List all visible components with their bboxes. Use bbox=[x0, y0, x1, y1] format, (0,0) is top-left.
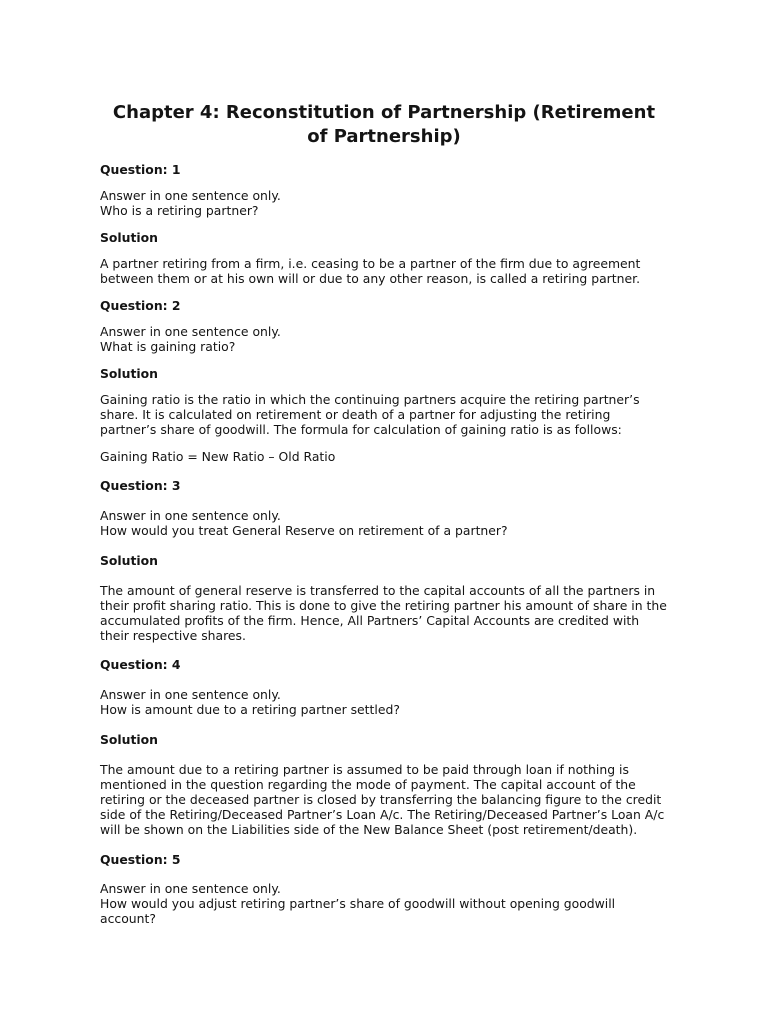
question-heading: Question: 3 bbox=[100, 478, 181, 494]
solution-line: their profit sharing ratio. This is done to give the retiring partner his amount of share in the bbox=[100, 597, 667, 613]
solution-line: side of the Retiring/Deceased Partner’s Loan A/c. The Retiring/Deceased Partner’s Loan A/c bbox=[100, 806, 665, 822]
question-prompt-line: How is amount due to a retiring partner settled? bbox=[100, 702, 400, 718]
question-answer-list bbox=[100, 162, 740, 927]
formula-line: Gaining Ratio = New Ratio – Old Ratio bbox=[100, 448, 336, 464]
question-prompt-line: What is gaining ratio? bbox=[100, 339, 236, 354]
solution-line: The amount due to a retiring partner is assumed to be paid through loan if nothing is bbox=[100, 761, 629, 777]
question-prompt bbox=[100, 881, 740, 926]
solution-line: partner’s share of goodwill. The formula for calculation of gaining ratio is as follows: bbox=[100, 422, 622, 437]
solution-line: retiring or the deceased partner is closed by transferring the balancing figure to the credit bbox=[100, 791, 662, 807]
solution-paragraph bbox=[100, 762, 740, 837]
page-title-line: of Partnership) bbox=[307, 126, 461, 147]
solution-paragraph bbox=[100, 392, 740, 437]
question-prompt-line: Answer in one sentence only. bbox=[100, 324, 281, 339]
solution-line: mentioned in the question regarding the mode of payment. The capital account of the bbox=[100, 776, 636, 792]
solution-heading: Solution bbox=[100, 552, 159, 568]
question-prompt-line: Who is a retiring partner? bbox=[100, 203, 259, 218]
solution-line: share. It is calculated on retirement or death of a partner for adjusting the retiring bbox=[100, 407, 611, 422]
page-title-line: Chapter 4: Reconstitution of Partnership (Retirement bbox=[112, 102, 656, 123]
solution-line: between them or at his own will or due to any other reason, is called a retiring partner. bbox=[100, 271, 641, 286]
question-heading: Question: 4 bbox=[100, 657, 181, 673]
question-heading: Question: 5 bbox=[100, 851, 181, 867]
page-title bbox=[0, 101, 768, 149]
solution-line: The amount of general reserve is transferred to the capital accounts of all the partners in bbox=[100, 582, 656, 598]
question-2 bbox=[100, 298, 740, 464]
question-prompt-line: account? bbox=[100, 911, 156, 927]
solution-heading: Solution bbox=[100, 229, 159, 245]
solution-paragraph bbox=[100, 256, 740, 286]
solution-line: will be shown on the Liabilities side of the New Balance Sheet (post retirement/death). bbox=[100, 821, 638, 837]
formula-paragraph bbox=[100, 449, 740, 464]
question-heading: Question: 1 bbox=[100, 161, 181, 177]
question-prompt-line: Answer in one sentence only. bbox=[100, 188, 281, 203]
question-3 bbox=[100, 478, 740, 642]
question-5 bbox=[100, 852, 740, 927]
solution-line: A partner retiring from a firm, i.e. ceasing to be a partner of the firm due to agreement bbox=[100, 256, 641, 271]
solution-heading: Solution bbox=[100, 732, 159, 748]
question-prompt-line: Answer in one sentence only. bbox=[100, 881, 281, 897]
solution-line: Gaining ratio is the ratio in which the continuing partners acquire the retiring partner’s bbox=[100, 392, 640, 407]
solution-line: their respective shares. bbox=[100, 627, 246, 643]
question-prompt bbox=[100, 508, 740, 538]
question-prompt bbox=[100, 188, 740, 218]
question-prompt-line: Answer in one sentence only. bbox=[100, 687, 281, 703]
question-heading: Question: 2 bbox=[100, 297, 181, 313]
question-prompt bbox=[100, 324, 740, 354]
question-4 bbox=[100, 657, 740, 836]
question-prompt-line: How would you treat General Reserve on retirement of a partner? bbox=[100, 523, 508, 539]
question-prompt-line: Answer in one sentence only. bbox=[100, 508, 281, 524]
solution-heading: Solution bbox=[100, 365, 159, 381]
solution-line: accumulated profits of the firm. Hence, All Partners’ Capital Accounts are credited with bbox=[100, 612, 640, 628]
question-prompt bbox=[100, 687, 740, 717]
question-1 bbox=[100, 162, 740, 287]
question-prompt-line: How would you adjust retiring partner’s share of goodwill without opening goodwill bbox=[100, 896, 616, 912]
solution-paragraph bbox=[100, 583, 740, 643]
